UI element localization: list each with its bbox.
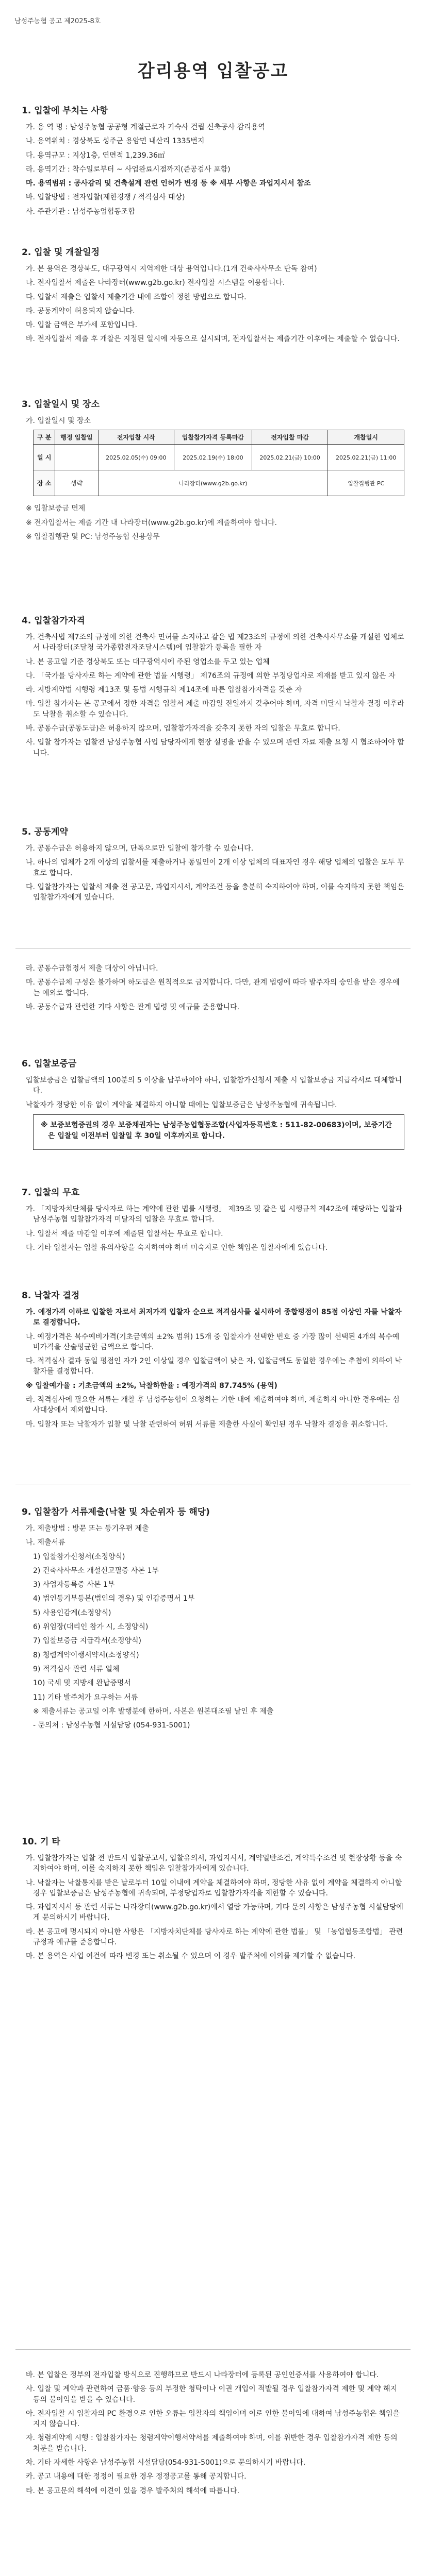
text-line: 다. 입찰참가자는 입찰서 제출 전 공고문, 과업지시서, 계약조건 등을 충분히 숙지하여야 하며, 이를 숙지하지 못한 책임은 입찰참가자에게 있습니다. [26, 883, 404, 902]
text-line: 라. 공동수급협정서 제출 대상이 아닙니다. [26, 964, 158, 973]
text-line: 다. 기타 입찰자는 입찰 유의사항을 숙지하여야 하며 미숙지로 인한 책임은 입찰자에게 있습니다. [26, 1243, 328, 1252]
section-10 [22, 1834, 404, 1965]
text-line: 바. 공동수급과 관련한 기타 사항은 관계 법령 및 예규를 준용합니다. [26, 1003, 240, 1011]
text-line: 가. 예정가격 이하로 입찰한 자로서 최저가격 입찰자 순으로 적격심사를 실시하여 종합평점이 85점 이상인 자를 낙찰자로 결정합니다. [26, 1308, 402, 1327]
section-heading: 2. 입찰 및 개찰일정 [22, 247, 100, 258]
text-line: 가. 용 역 명 : 남성주농협 공공형 계절근로자 기숙사 건립 신축공사 감리용역 [26, 123, 265, 131]
text-line: 라. 적격심사에 필요한 서류는 개찰 후 남성주농협이 요청하는 기한 내에 제출하여야 하며, 제출하지 아니한 경우에는 심사대상에서 제외합니다. [26, 1396, 400, 1415]
section-5 [22, 824, 404, 906]
text-line: 라. 공동계약이 허용되지 않습니다. [26, 307, 135, 315]
note-line: ※ 전자입찰서는 제출 기간 내 나라장터(www.g2b.go.kr)에 제출하여야 합니다. [26, 518, 277, 527]
text-line: 11) 기타 발주처가 요구하는 서류 [33, 1693, 138, 1702]
note-line: ※ 제출서류는 공고일 이후 발행분에 한하며, 사본은 원본대조필 날인 후 제출 [33, 1707, 274, 1716]
text-line: 마. 용역범위 : 공사감리 및 건축설계 관련 인허가 변경 등 ※ 세부 사항은 과업지시서 참조 [26, 179, 311, 188]
table-cell: 2025.02.05(수) 09:00 [98, 445, 174, 470]
table-row [34, 470, 404, 496]
section-heading: 10. 기 타 [22, 1837, 60, 1847]
section-heading: 5. 공동계약 [22, 827, 68, 837]
text-line: 아. 전자입찰 시 입찰자의 PC 환경으로 인한 오류는 입찰자의 책임이며 이로 인한 불이익에 대하여 남성주농협은 책임을 지지 않습니다. [26, 2409, 400, 2429]
section-1-lines [22, 122, 404, 217]
section-4 [22, 613, 404, 762]
text-line: 나. 하나의 업체가 2개 이상의 입찰서를 제출하거나 동일인이 2개 이상 업체의 대표자인 경우 해당 업체의 입찰은 모두 무효로 합니다. [26, 858, 404, 877]
text-line: 1) 입찰참가신청서(소정양식) [33, 1552, 125, 1561]
section-heading: 7. 입찰의 무효 [22, 1188, 80, 1198]
section-10-lines [22, 1853, 404, 1962]
section-heading: 3. 입찰일시 및 장소 [22, 399, 100, 410]
section-2-lines [22, 264, 404, 345]
text-line: 라. 지방계약법 시행령 제13조 및 동법 시행규칙 제14조에 따른 입찰참가자격을 갖춘 자 [26, 686, 302, 694]
page-title: 감리용역 입찰공고 [137, 61, 289, 81]
table-row [34, 445, 404, 470]
text-line: 4) 법인등기부등본(법인의 경우) 및 인감증명서 1부 [33, 1595, 195, 1603]
text-line: 자. 청렴계약제 시행 : 입찰참가자는 청렴계약이행서약서를 제출하여야 하며, 이를 위반한 경우 입찰참가자격 제한 등의 처분을 받습니다. [26, 2434, 398, 2453]
text-line: 사. 입찰 및 계약과 관련하여 금품·향응 등의 부정한 청탁이나 이권 개입이 적발될 경우 입찰참가자격 제한 및 계약 해지 등의 불이익을 받을 수 있습니다. [26, 2385, 398, 2404]
text-line: 나. 입찰서 제출 마감일 이후에 제출된 입찰서는 무효로 합니다. [26, 1229, 223, 1238]
row-header: 장 소 [34, 470, 55, 496]
section-3-notes [22, 503, 404, 542]
text-line: 2) 건축사사무소 개설신고필증 사본 1부 [33, 1566, 159, 1575]
text-line: 다. 적격심사 결과 동일 평점인 자가 2인 이상일 경우 입찰금액이 낮은 자, 입찰금액도 동일한 경우에는 추첨에 의하여 낙찰자를 결정합니다. [26, 1357, 402, 1376]
table-cell: 2025.02.21(금) 10:00 [252, 445, 328, 470]
table-cell [55, 445, 98, 470]
text-line: 5) 사용인감계(소정양식) [33, 1608, 111, 1617]
section-6 [22, 1056, 404, 1155]
text-line: 사. 주관기관 : 남성주농업협동조합 [26, 207, 135, 216]
text-line: 가. 입찰일시 및 장소 [26, 417, 91, 425]
text-line: 낙찰자가 정당한 이유 없이 계약을 체결하지 아니할 때에는 입찰보증금은 남성주농협에 귀속됩니다. [26, 1100, 337, 1109]
text-line: 사. 입찰 참가자는 입찰전 남성주농협 사업 담당자에게 현장 설명을 받을 수 있으며 관련 자료 제출 요청 시 협조하여야 합니다. [26, 738, 404, 757]
section-3-lines [22, 416, 404, 426]
section-heading: 8. 낙찰자 결정 [22, 1291, 80, 1301]
text-line: 3) 사업자등록증 사본 1부 [33, 1581, 115, 1589]
section-7 [22, 1185, 404, 1257]
text-line: 바. 전자입찰서 제출 후 개찰은 지정된 일시에 자동으로 실시되며, 전자입찰서는 제출기간 이후에는 제출할 수 없습니다. [26, 335, 400, 344]
column-header: 전자입찰 시작 [98, 430, 174, 445]
text-line: 나. 용역위치 : 경상북도 성주군 용암면 내산리 1335번지 [26, 137, 205, 146]
table-cell: 2025.02.21(금) 11:00 [328, 445, 404, 470]
text-line: 가. 입찰참가자는 입찰 전 반드시 입찰공고서, 입찰유의서, 과업지시서, 계약일반조건, 계약특수조건 및 현장상황 등을 숙지하여야 하며, 이를 숙지하지 못한 책임은 입찰참가자에게 있습니다. [26, 1854, 402, 1873]
text-line: 바. 입찰방법 : 전자입찰(제한경쟁 / 적격심사 대상) [26, 193, 185, 202]
table-cell: 2025.02.19(수) 18:00 [174, 445, 252, 470]
divider [15, 2349, 411, 2350]
section-7-lines [22, 1204, 404, 1253]
text-line: 나. 전자입찰서 제출은 나라장터(www.g2b.go.kr) 전자입찰 시스템을 이용합니다. [26, 279, 285, 287]
section-10-continued [22, 2370, 404, 2500]
section-1 [22, 103, 404, 221]
text-line: 입찰보증금은 입찰금액의 100분의 5 이상을 납부하여야 하나, 입찰참가신청서 제출 시 입찰보증금 지급각서로 대체합니다. [26, 1076, 402, 1095]
text-line: 9) 적격심사 관련 서류 일체 [33, 1665, 120, 1673]
text-line: 바. 공동수급(공동도급)은 허용하지 않으며, 입찰참가자격을 갖추지 못한 자의 입찰은 무효로 합니다. [26, 724, 340, 733]
row-header: 일 시 [34, 445, 55, 470]
note-line: ※ 입찰집행관 및 PC: 남성주농협 신용상무 [26, 532, 160, 541]
text-line: 타. 본 공고문의 해석에 이견이 있을 경우 발주처의 해석에 따릅니다. [26, 2486, 240, 2495]
column-header: 개찰일시 [328, 430, 404, 445]
text-line: 라. 용역기간 : 착수일로부터 ~ 사업완료시점까지(준공검사 포함) [26, 165, 231, 174]
text-line: ※ 입찰예가율 : 기초금액의 ±2%, 낙찰하한율 : 예정가격의 87.745% (용역) [26, 1381, 277, 1390]
column-header: 행정 입찰일 [55, 430, 98, 445]
section-5-continued [22, 963, 404, 1016]
text-line: 카. 공고 내용에 대한 정정이 필요한 경우 정정공고를 통해 공지합니다. [26, 2472, 247, 2481]
text-line: 나. 제출서류 [26, 1538, 65, 1547]
section-heading: 1. 입찰에 부치는 사항 [22, 106, 108, 116]
section-10-lines-2 [22, 2370, 404, 2496]
text-line: 마. 입찰자 또는 낙찰자가 입찰 및 낙찰 관련하여 허위 서류를 제출한 사실이 확인된 경우 낙찰자 결정을 취소합니다. [26, 1420, 388, 1429]
column-header: 전자입찰 마감 [252, 430, 328, 445]
schedule-table [33, 430, 404, 496]
column-header: 입찰참가자격 등록마감 [174, 430, 252, 445]
text-line: 다. 입찰서 제출은 입찰서 제출기간 내에 조합이 정한 방법으로 합니다. [26, 293, 247, 301]
text-line: 다. 「국가를 당사자로 하는 계약에 관한 법률 시행령」 제76조의 규정에 의한 부정당업자로 제재를 받고 있지 않은 자 [26, 671, 396, 680]
section-heading: 9. 입찰참가 서류제출(낙찰 및 차순위자 등 해당) [22, 1507, 210, 1517]
text-line: 마. 입찰 금액은 부가세 포함입니다. [26, 321, 138, 330]
text-line: 10) 국세 및 지방세 완납증명서 [33, 1679, 131, 1688]
section-8-lines [22, 1307, 404, 1430]
section-3 [22, 397, 404, 546]
section-2 [22, 245, 404, 348]
text-line: 가. 본 용역은 경상북도, 대구광역시 지역제한 대상 용역입니다.(1개 건축사사무소 단독 참여) [26, 265, 317, 273]
text-line: 나. 예정가격은 복수예비가격(기초금액의 ±2% 범위) 15개 중 입찰자가 선택한 번호 중 가장 많이 선택된 4개의 복수예비가격을 산술평균한 금액으로 합니다. [26, 1332, 400, 1351]
section-5-lines-2 [22, 963, 404, 1012]
text-line: 마. 공동수급체 구성은 불가하며 하도급은 원칙적으로 금지합니다. 다만, 관계 법령에 따라 발주자의 승인을 받은 경우에는 예외로 합니다. [26, 978, 400, 997]
section-9 [22, 1504, 404, 1734]
table-cell: 생략 [55, 470, 98, 496]
text-line: 7) 입찰보증금 지급각서(소정양식) [33, 1637, 142, 1646]
text-line: 라. 본 공고에 명시되지 아니한 사항은 「지방자치단체를 당사자로 하는 계약에 관한 법률」 및 「농업협동조합법」 관련 규정과 예규를 준용합니다. [26, 1927, 403, 1947]
text-line: 바. 본 입찰은 정부의 전자입찰 방식으로 진행하므로 반드시 나라장터에 등록된 공인인증서를 사용하여야 합니다. [26, 2371, 379, 2379]
text-line: 6) 위임장(대리인 참가 시, 소정양식) [33, 1623, 149, 1632]
text-line: 나. 본 공고일 기준 경상북도 또는 대구광역시에 주된 영업소를 두고 있는 업체 [26, 657, 270, 666]
section-6-lines [22, 1075, 404, 1110]
section-8 [22, 1288, 404, 1433]
table-cell: 입찰집행관 PC [328, 470, 404, 496]
section-4-lines [22, 632, 404, 758]
text-line: 8) 청렴계약이행서약서(소정양식) [33, 1651, 139, 1659]
section-9-lines [22, 1523, 404, 1731]
notice-box [33, 1114, 404, 1150]
table-cell: 나라장터(www.g2b.go.kr) [98, 470, 328, 496]
text-line: 마. 입찰 참가자는 본 공고에서 정한 자격을 입찰서 제출 마감일 전일까지 갖추어야 하며, 자격 미달시 낙찰자 결정 이후라도 낙찰을 취소할 수 있습니다. [26, 700, 404, 719]
box-line: ※ 보증보험증권의 경우 보증채권자는 남성주농업협동조합(사업자등록번호 : 511-82-00683)이며, 보증기간은 입찰일 이전부터 입찰일 후 30일 이후까지로 합니다. [41, 1121, 392, 1140]
text-line: 차. 기타 자세한 사항은 남성주농협 시설담당(054-931-5001)으로 문의하시기 바랍니다. [26, 2459, 306, 2467]
text-line: 나. 낙찰자는 낙찰통지를 받은 날로부터 10일 이내에 계약을 체결하여야 하며, 정당한 사유 없이 계약을 체결하지 아니할 경우 입찰보증금은 남성주농협에 귀속되며, 부정당업자로 입찰참가자격을 제한할 수 있습니다. [26, 1878, 402, 1897]
text-line: 가. 「지방자치단체를 당사자로 하는 계약에 관한 법률 시행령」 제39조 및 같은 법 시행규칙 제42조에 해당하는 입찰과 남성주농협 입찰참가자격 미달자의 입찰은 무효로 합니다. [26, 1205, 402, 1224]
note-line: ※ 입찰보증금 면제 [26, 504, 86, 513]
section-heading: 6. 입찰보증금 [22, 1059, 77, 1069]
text-line: 다. 용역규모 : 지상1층, 연면적 1,239.36㎡ [26, 151, 165, 160]
text-line: 가. 공동수급은 허용하지 않으며, 단독으로만 입찰에 참가할 수 있습니다. [26, 844, 254, 853]
section-5-lines [22, 843, 404, 903]
text-line: 가. 건축사법 제7조의 규정에 의한 건축사 면허를 소지하고 같은 법 제23조의 규정에 의한 건축사사무소를 개설한 업체로서 나라장터(조달청 국가종합전자조달시스템)에 입찰참가 등록을 필한 자 [26, 633, 404, 652]
table-header-row [34, 430, 404, 445]
notice-number: 남성주농협 공고 제2025-8호 [14, 18, 101, 25]
text-line: 가. 제출방법 : 방문 또는 등기우편 제출 [26, 1524, 149, 1533]
text-line: 다. 과업지시서 등 관련 서류는 나라장터(www.g2b.go.kr)에서 열람 가능하며, 기타 문의 사항은 남성주농협 시설담당에게 문의하시기 바랍니다. [26, 1903, 403, 1922]
text-line: - 문의처 : 남성주농협 시설담당 (054-931-5001) [33, 1721, 190, 1730]
text-line: 마. 본 용역은 사업 여건에 따라 변경 또는 취소될 수 있으며 이 경우 발주처에 이의를 제기할 수 없습니다. [26, 1952, 356, 1961]
column-header: 구 분 [34, 430, 55, 445]
section-heading: 4. 입찰참가자격 [22, 616, 85, 626]
